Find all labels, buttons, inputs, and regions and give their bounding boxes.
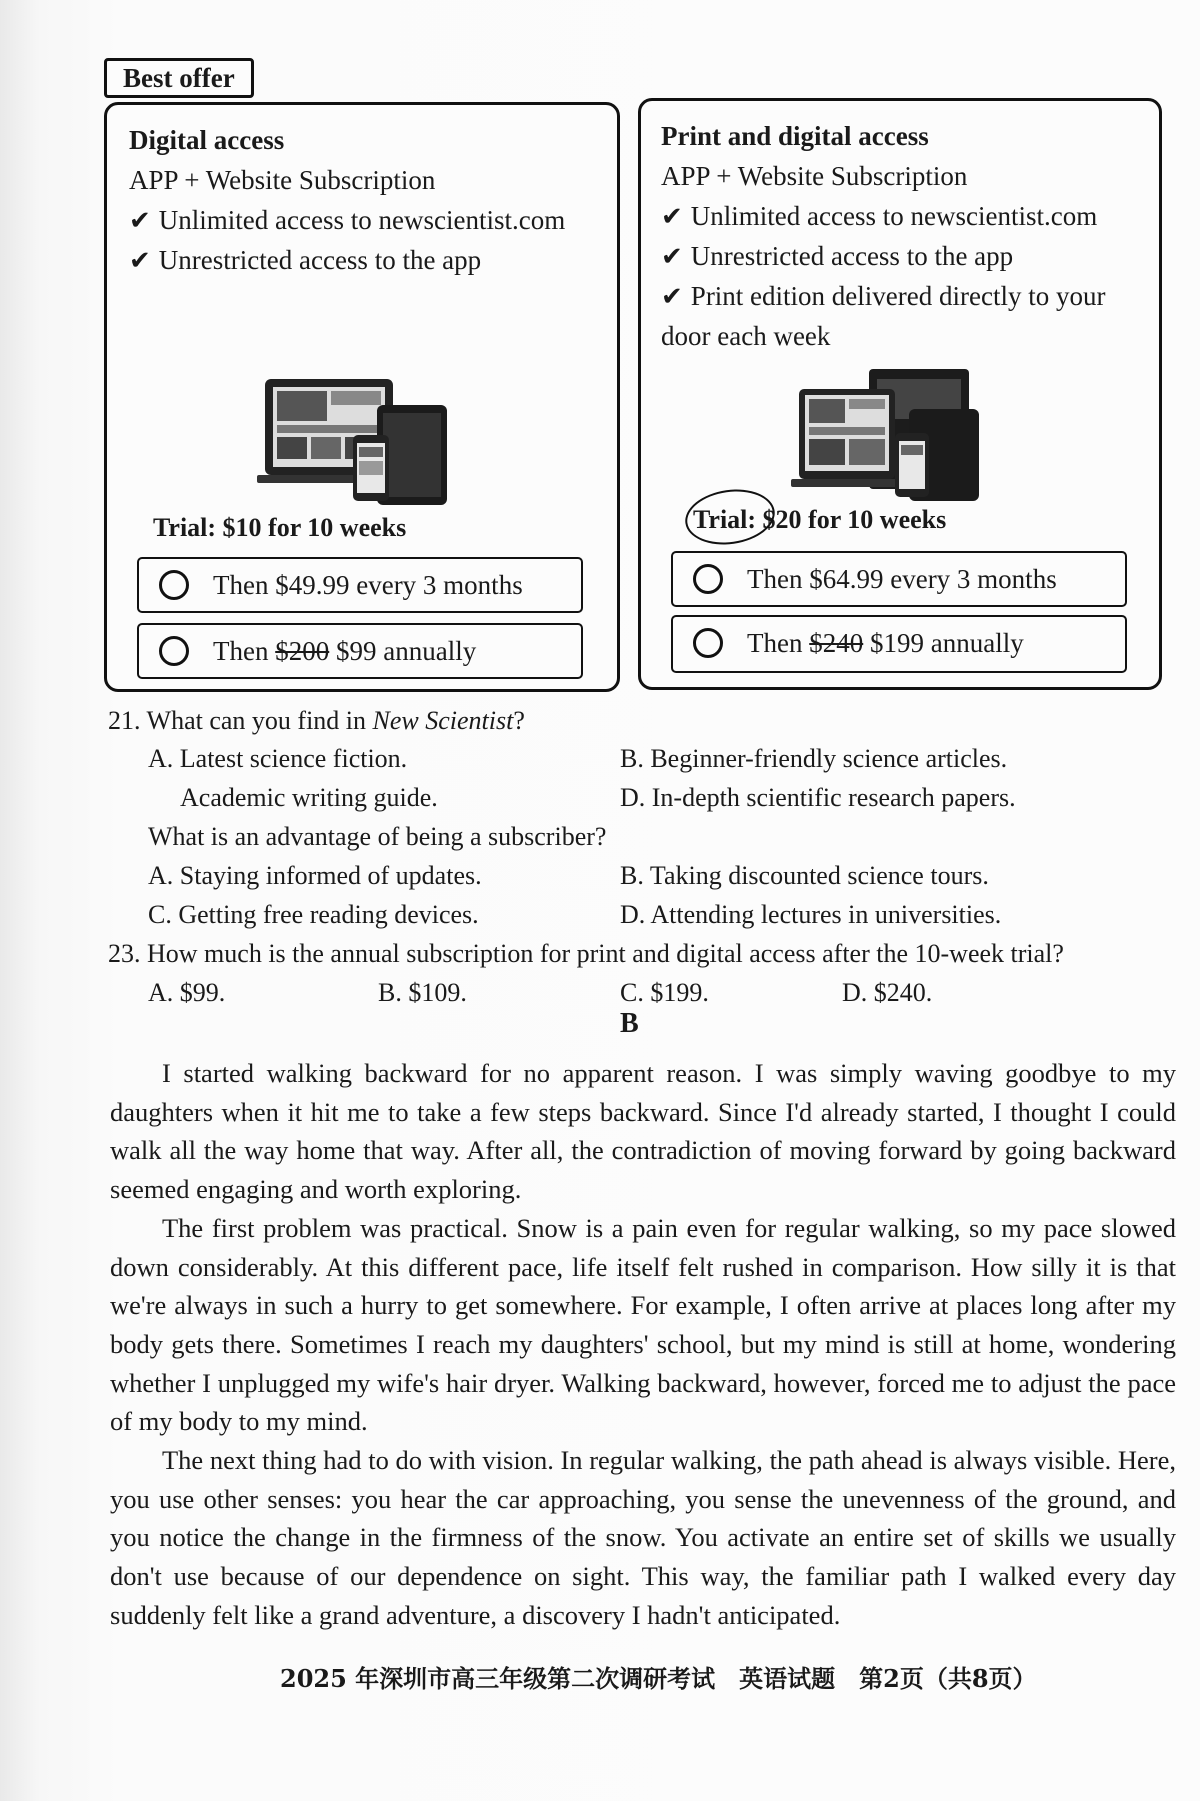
radio-icon[interactable] — [693, 564, 723, 594]
q21-option-a: A. Latest science fiction. — [148, 744, 408, 773]
feature-item: ✔ Unlimited access to newscientist.com — [661, 201, 1098, 231]
q23-option-b: B. $109. — [378, 978, 467, 1007]
reading-passage — [110, 1054, 1176, 1635]
print-digital-access-panel — [638, 98, 1162, 690]
question-22-stem: What is an advantage of being a subscriber? — [148, 822, 607, 851]
old-price: $200 — [275, 636, 330, 666]
question-23-stem: 23. How much is the annual subscription for print and digital access after the 10-week trial? — [108, 939, 1064, 968]
page-footer: 2025 年深圳市高三年级第二次调研考试 英语试题 第2页（共8页） — [280, 1664, 1037, 1693]
radio-icon[interactable] — [159, 636, 189, 666]
q22-option-c: C. Getting free reading devices. — [148, 900, 479, 929]
passage-paragraph: The first problem was practical. Snow is a pain even for regular walking, so my pace slowed down considerably. At this different pace, life itself felt rushed in comparison. How silly it is that we're always in such a hurry to get somewhere. For example, I often arrive at places long after my body gets there. Sometimes I reach my daughters' school, but my mind is still at home, wondering whether I unplugged my wife's hair dryer. Walking backward, however, forced me to adjust the pace of my body to my mind. — [110, 1212, 1176, 1437]
best-offer-tag: Best offer — [104, 58, 254, 98]
check-icon: ✔ — [129, 246, 151, 275]
feature-item: ✔ Unrestricted access to the app — [661, 241, 1014, 271]
panel-subtitle: APP + Website Subscription — [129, 165, 436, 195]
feature-item: ✔ Unrestricted access to the app — [129, 245, 482, 275]
option-quarterly[interactable]: Then $64.99 every 3 months — [671, 551, 1127, 607]
check-icon: ✔ — [661, 242, 683, 271]
passage-paragraph: The next thing had to do with vision. In regular walking, the path ahead is always visible. Here, you use other senses: you hear the car approaching, you sense the unevenness of the ground, and you notice the change in the firmness of the snow. You activate an entire set of skills we usually don't use because of our dependence on sight. This way, the familiar path I walked every day suddenly felt like a grand adventure, a discovery I hadn't anticipated. — [110, 1445, 1176, 1630]
q21-option-b: B. Beginner-friendly science articles. — [620, 744, 1008, 773]
feature-item: ✔ Unlimited access to newscientist.com — [129, 205, 566, 235]
check-icon: ✔ — [129, 206, 151, 235]
section-heading: B — [620, 1008, 639, 1039]
q23-option-a: A. $99. — [148, 978, 226, 1007]
q21-option-d: D. In-depth scientific research papers. — [620, 783, 1016, 812]
digital-access-panel — [104, 102, 620, 692]
feature-item-continued: door each week — [661, 321, 831, 351]
q21-option-c: Academic writing guide. — [180, 783, 438, 812]
devices-image — [791, 369, 991, 505]
old-price: $240 — [809, 628, 864, 658]
q22-option-b: B. Taking discounted science tours. — [620, 861, 989, 890]
panel-title: Print and digital access — [661, 121, 929, 151]
panel-subtitle: APP + Website Subscription — [661, 161, 968, 191]
q22-option-a: A. Staying informed of updates. — [148, 861, 482, 890]
radio-icon[interactable] — [159, 570, 189, 600]
option-quarterly[interactable]: Then $49.99 every 3 months — [137, 557, 583, 613]
devices-image — [257, 375, 457, 511]
q23-option-d: D. $240. — [842, 978, 933, 1007]
check-icon: ✔ — [661, 202, 683, 231]
option-annual[interactable]: Then $240 $199 annually — [671, 615, 1127, 673]
q22-option-d: D. Attending lectures in universities. — [620, 900, 1002, 929]
q23-option-c: C. $199. — [620, 978, 709, 1007]
question-21-stem: 21. What can you find in New Scientist? — [108, 706, 525, 735]
passage-paragraph: I started walking backward for no apparent reason. I was simply waving goodbye to my daughters when it hit me to take a few steps backward. Since I'd already started, I thought I could walk all the way home that way. After all, the contradiction of moving forward by going backward seemed engaging and worth exploring. — [110, 1058, 1176, 1205]
trial-price: Trial: $20 for 10 weeks — [693, 505, 947, 534]
panel-title: Digital access — [129, 125, 285, 155]
option-annual[interactable]: Then $200 $99 annually — [137, 623, 583, 679]
check-icon: ✔ — [661, 282, 683, 311]
radio-icon[interactable] — [693, 628, 723, 658]
trial-price: Trial: $10 for 10 weeks — [153, 513, 407, 542]
feature-item: ✔ Print edition delivered directly to your — [661, 281, 1106, 311]
